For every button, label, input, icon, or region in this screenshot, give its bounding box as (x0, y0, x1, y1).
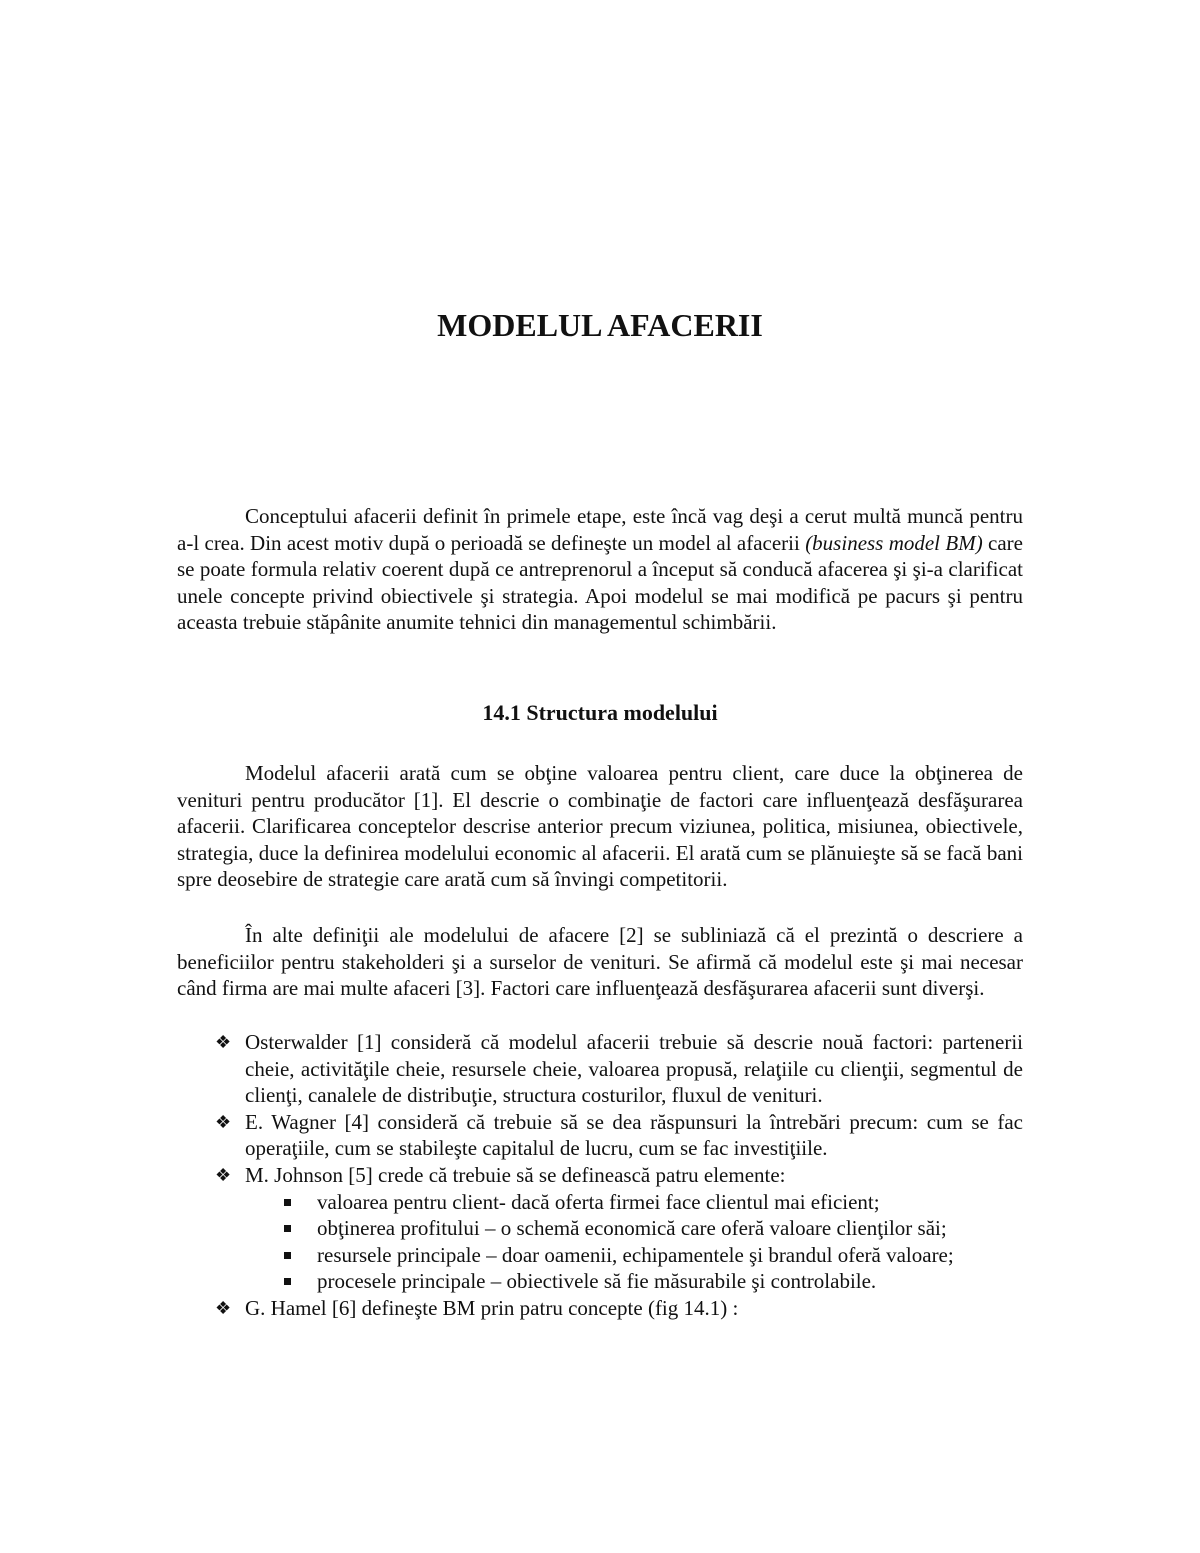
bullet-item-hamel (177, 1295, 1023, 1322)
body-paragraph-1: Modelul afacerii arată cum se obţine valoarea pentru client, care duce la obţinerea de venituri pentru producător [1]. El descrie o combinaţie de factori care influenţează desfăşurarea afacerii. Clarificarea conceptelor descrise anterior precum viziunea, politica, misiunea, obiectivele, strategia, duce la definirea modelului economic al afacerii. El arată cum se plănuieşte să se facă bani spre deosebire de strategie care arată cum să învingi competitorii. (177, 761, 1023, 892)
square-bullet-icon (284, 1199, 291, 1206)
bullet-text: G. Hamel [6] defineşte BM prin patru concepte (fig 14.1) : (245, 1295, 739, 1320)
diamond-bullet-icon: ❖ (215, 1032, 232, 1052)
document-title: MODELUL AFACERII (437, 307, 763, 343)
bullet-item-osterwalder (177, 1029, 1023, 1109)
square-bullet-icon (284, 1225, 291, 1232)
sub-bullet-item (245, 1189, 1023, 1216)
document-page (177, 0, 1023, 1553)
sub-bullet-text: valoarea pentru client- dacă oferta firmei face clientul mai eficient; (317, 1189, 880, 1214)
intro-italic-term: (business model BM) (805, 530, 983, 555)
diamond-bullet-icon: ❖ (215, 1164, 232, 1185)
sub-bullet-item (245, 1268, 1023, 1295)
bullet-text: E. Wagner [4] consideră că trebuie să se dea răspunsuri la întrebări precum: cum se fac operaţiile, cum se stabileşte capitalul de lucru, cum se fac investiţiile. (245, 1109, 1023, 1161)
intro-text-start: Conceptului afacerii definit în primele etape, este încă vag deşi a cerut multă muncă pentru a-l crea. Din acest motiv după o perioadă se defineşte un model al afacerii (177, 504, 1023, 555)
bullet-text: M. Johnson [5] crede că trebuie să se definească patru elemente: (245, 1162, 786, 1187)
intro-text-end: care se poate formula relativ coerent după ce antreprenorul a început să conducă afacerea şi şi-a clarificat unele concepte privind obiectivele şi strategia. Apoi modelul se mai modifică pe pacurs şi pentru aceasta trebuie stăpânite anumite tehnici din managementul schimbării. (177, 530, 1023, 635)
diamond-bullet-icon: ❖ (215, 1111, 232, 1132)
section-heading: 14.1 Structura modelului (482, 700, 718, 725)
sub-bullet-text: resursele principale – doar oamenii, echipamentele şi brandul oferă valoare; (317, 1242, 954, 1267)
intro-paragraph (177, 503, 1023, 636)
square-bullet-icon (284, 1252, 291, 1259)
bullet-list (177, 1029, 1023, 1322)
body-paragraph-2: În alte definiţii ale modelului de afacere [2] se subliniază că el prezintă o descriere a beneficiilor pentru stakeholderi şi a surselor de venituri. Se afirmă că modelul este şi mai necesar când firma are mai multe afaceri [3]. Factori care influenţează desfăşurarea afacerii sunt diverşi. (177, 923, 1023, 1001)
square-bullet-icon (284, 1278, 291, 1285)
bullet-item-johnson (177, 1162, 1023, 1295)
bullet-item-wagner (177, 1109, 1023, 1162)
sub-bullet-text: obţinerea profitului – o schemă economică care oferă valoare clienţilor săi; (317, 1216, 947, 1241)
sub-bullet-item (245, 1242, 1023, 1269)
sub-bullet-text: procesele principale – obiectivele să fie măsurabile şi controlabile. (317, 1269, 877, 1294)
bullet-text: Osterwalder [1] consideră că modelul afacerii trebuie să descrie nouă factori: partenerii cheie, activităţile cheie, resursele cheie, valoarea propusă, relaţiile cu clienţii, segmentul de clienţi, canalele de distribuţie, structura costurilor, fluxul de venituri. (245, 1030, 1023, 1108)
diamond-bullet-icon: ❖ (215, 1297, 232, 1318)
sub-bullet-item (245, 1215, 1023, 1242)
sub-bullet-list (245, 1189, 1023, 1295)
